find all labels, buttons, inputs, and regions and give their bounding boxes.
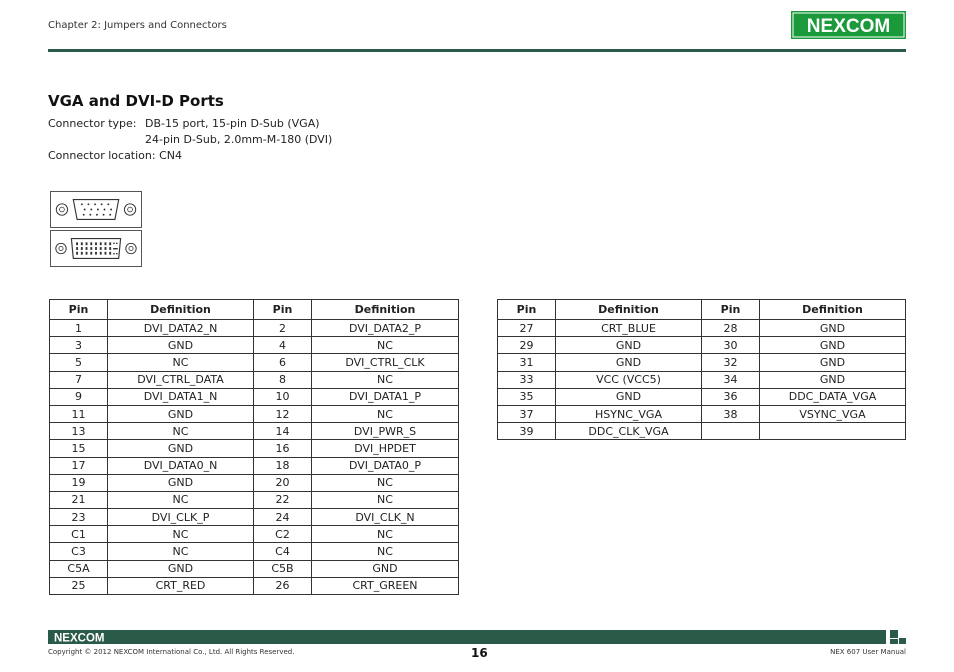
definition-cell: DVI_DATA0_N bbox=[108, 457, 254, 474]
pin-cell: 30 bbox=[702, 337, 760, 354]
definition-cell: NC bbox=[312, 337, 459, 354]
chapter-title: Chapter 2: Jumpers and Connectors bbox=[48, 20, 227, 31]
definition-cell: GND bbox=[760, 337, 906, 354]
definition-cell: DDC_CLK_VGA bbox=[556, 423, 702, 440]
definition-cell: DVI_CTRL_CLK bbox=[312, 354, 459, 371]
definition-cell: GND bbox=[556, 388, 702, 405]
pin-cell: 15 bbox=[50, 440, 108, 457]
definition-cell: VCC (VCC5) bbox=[556, 371, 702, 388]
table-row bbox=[498, 405, 906, 422]
definition-cell: NC bbox=[312, 405, 459, 422]
definition-cell: GND bbox=[760, 371, 906, 388]
pin-cell: 34 bbox=[702, 371, 760, 388]
table-row bbox=[50, 354, 459, 371]
pin-cell: 35 bbox=[498, 388, 556, 405]
connector-location: Connector location: CN4 bbox=[48, 149, 182, 162]
connector-type-row bbox=[48, 117, 320, 130]
pin-cell: 6 bbox=[254, 354, 312, 371]
definition-cell: NC bbox=[312, 491, 459, 508]
pin-cell: 22 bbox=[254, 491, 312, 508]
definition-cell: DVI_CLK_N bbox=[312, 509, 459, 526]
definition-cell: NC bbox=[312, 526, 459, 543]
table-row bbox=[50, 388, 459, 405]
page-number: 16 bbox=[471, 646, 488, 660]
pin-cell bbox=[702, 423, 760, 440]
definition-cell: NC bbox=[108, 543, 254, 560]
table-row bbox=[50, 491, 459, 508]
column-header: Definition bbox=[312, 300, 459, 320]
table-row bbox=[50, 526, 459, 543]
pin-cell: 36 bbox=[702, 388, 760, 405]
definition-cell: DVI_DATA1_P bbox=[312, 388, 459, 405]
corner-square-decoration bbox=[890, 630, 898, 638]
definition-cell: DVI_CLK_P bbox=[108, 509, 254, 526]
pin-cell: C5B bbox=[254, 560, 312, 577]
pin-cell: C2 bbox=[254, 526, 312, 543]
pin-table-left bbox=[49, 299, 459, 595]
pin-cell: C4 bbox=[254, 543, 312, 560]
table-header-row bbox=[498, 300, 906, 320]
pin-cell: 29 bbox=[498, 337, 556, 354]
pin-cell: 14 bbox=[254, 423, 312, 440]
dvi-connector-image bbox=[50, 230, 142, 267]
column-header: Pin bbox=[498, 300, 556, 320]
connector-type-value-2: 24-pin D-Sub, 2.0mm-M-180 (DVI) bbox=[145, 133, 333, 146]
pin-cell: 13 bbox=[50, 423, 108, 440]
table-row bbox=[50, 543, 459, 560]
pin-cell: 28 bbox=[702, 320, 760, 337]
table-row bbox=[498, 337, 906, 354]
pin-cell: 33 bbox=[498, 371, 556, 388]
header-rule bbox=[48, 49, 906, 52]
table-row bbox=[50, 474, 459, 491]
footer-bar bbox=[48, 630, 886, 644]
section-title: VGA and DVI-D Ports bbox=[48, 92, 224, 110]
pin-cell: 3 bbox=[50, 337, 108, 354]
pin-cell: 25 bbox=[50, 577, 108, 594]
pin-table-right bbox=[497, 299, 906, 440]
definition-cell: NC bbox=[312, 543, 459, 560]
definition-cell: GND bbox=[556, 354, 702, 371]
table-row bbox=[498, 354, 906, 371]
definition-cell: GND bbox=[760, 354, 906, 371]
pin-cell: 31 bbox=[498, 354, 556, 371]
definition-cell: GND bbox=[760, 320, 906, 337]
definition-cell: DVI_CTRL_DATA bbox=[108, 371, 254, 388]
pin-cell: 12 bbox=[254, 405, 312, 422]
pin-cell: 8 bbox=[254, 371, 312, 388]
nexcom-logo bbox=[791, 11, 906, 39]
definition-cell: DVI_PWR_S bbox=[312, 423, 459, 440]
definition-cell: GND bbox=[556, 337, 702, 354]
pin-cell: 5 bbox=[50, 354, 108, 371]
table-row bbox=[50, 577, 459, 594]
pin-cell: 4 bbox=[254, 337, 312, 354]
pin-cell: 17 bbox=[50, 457, 108, 474]
definition-cell: NC bbox=[108, 491, 254, 508]
definition-cell: DVI_DATA1_N bbox=[108, 388, 254, 405]
footer-nexcom-logo bbox=[54, 631, 108, 643]
definition-cell: NC bbox=[108, 423, 254, 440]
column-header: Definition bbox=[108, 300, 254, 320]
column-header: Definition bbox=[556, 300, 702, 320]
pin-cell: C5A bbox=[50, 560, 108, 577]
table-row bbox=[50, 423, 459, 440]
definition-cell bbox=[760, 423, 906, 440]
pin-cell: 10 bbox=[254, 388, 312, 405]
pin-cell: 9 bbox=[50, 388, 108, 405]
table-row bbox=[498, 320, 906, 337]
pin-cell: 32 bbox=[702, 354, 760, 371]
pin-cell: C3 bbox=[50, 543, 108, 560]
table-row bbox=[50, 509, 459, 526]
manual-title: NEX 607 User Manual bbox=[830, 648, 906, 656]
definition-cell: NC bbox=[312, 371, 459, 388]
pin-cell: 7 bbox=[50, 371, 108, 388]
definition-cell: GND bbox=[108, 337, 254, 354]
table-row bbox=[498, 371, 906, 388]
definition-cell: GND bbox=[108, 405, 254, 422]
pin-cell: 37 bbox=[498, 405, 556, 422]
definition-cell: NC bbox=[108, 354, 254, 371]
table-row bbox=[50, 337, 459, 354]
footer-logo-text: NEXCOM bbox=[54, 632, 105, 643]
pin-cell: 24 bbox=[254, 509, 312, 526]
definition-cell: GND bbox=[312, 560, 459, 577]
column-header: Pin bbox=[702, 300, 760, 320]
definition-cell: CRT_BLUE bbox=[556, 320, 702, 337]
pin-cell: 21 bbox=[50, 491, 108, 508]
table-row bbox=[50, 440, 459, 457]
table-header-row bbox=[50, 300, 459, 320]
pin-cell: 26 bbox=[254, 577, 312, 594]
definition-cell: DVI_DATA2_N bbox=[108, 320, 254, 337]
pin-cell: 20 bbox=[254, 474, 312, 491]
definition-cell: VSYNC_VGA bbox=[760, 405, 906, 422]
definition-cell: DVI_HPDET bbox=[312, 440, 459, 457]
definition-cell: GND bbox=[108, 560, 254, 577]
connector-type-value-1: DB-15 port, 15-pin D-Sub (VGA) bbox=[145, 117, 320, 130]
definition-cell: GND bbox=[108, 440, 254, 457]
logo-text: NEXCOM bbox=[806, 16, 891, 37]
pin-cell: 11 bbox=[50, 405, 108, 422]
connector-type-label: Connector type: bbox=[48, 117, 137, 130]
pin-cell: 19 bbox=[50, 474, 108, 491]
definition-cell: DVI_DATA0_P bbox=[312, 457, 459, 474]
vga-connector-image bbox=[50, 191, 142, 228]
copyright-text: Copyright © 2012 NEXCOM International Co., Ltd. All Rights Reserved. bbox=[48, 648, 295, 656]
definition-cell: NC bbox=[108, 526, 254, 543]
pin-cell: 1 bbox=[50, 320, 108, 337]
definition-cell: DVI_DATA2_P bbox=[312, 320, 459, 337]
column-header: Pin bbox=[50, 300, 108, 320]
definition-cell: CRT_GREEN bbox=[312, 577, 459, 594]
pin-cell: 39 bbox=[498, 423, 556, 440]
pin-cell: 2 bbox=[254, 320, 312, 337]
definition-cell: GND bbox=[108, 474, 254, 491]
table-row bbox=[50, 320, 459, 337]
pin-cell: 27 bbox=[498, 320, 556, 337]
pin-cell: 23 bbox=[50, 509, 108, 526]
definition-cell: NC bbox=[312, 474, 459, 491]
corner-square-decoration bbox=[890, 639, 898, 644]
pin-cell: 38 bbox=[702, 405, 760, 422]
table-row bbox=[498, 423, 906, 440]
column-header: Pin bbox=[254, 300, 312, 320]
pin-cell: 16 bbox=[254, 440, 312, 457]
table-row bbox=[50, 457, 459, 474]
corner-square-decoration bbox=[899, 638, 906, 644]
table-row bbox=[498, 388, 906, 405]
table-row bbox=[50, 560, 459, 577]
table-row bbox=[50, 371, 459, 388]
definition-cell: DDC_DATA_VGA bbox=[760, 388, 906, 405]
table-row bbox=[50, 405, 459, 422]
pin-cell: C1 bbox=[50, 526, 108, 543]
definition-cell: HSYNC_VGA bbox=[556, 405, 702, 422]
definition-cell: CRT_RED bbox=[108, 577, 254, 594]
column-header: Definition bbox=[760, 300, 906, 320]
pin-cell: 18 bbox=[254, 457, 312, 474]
